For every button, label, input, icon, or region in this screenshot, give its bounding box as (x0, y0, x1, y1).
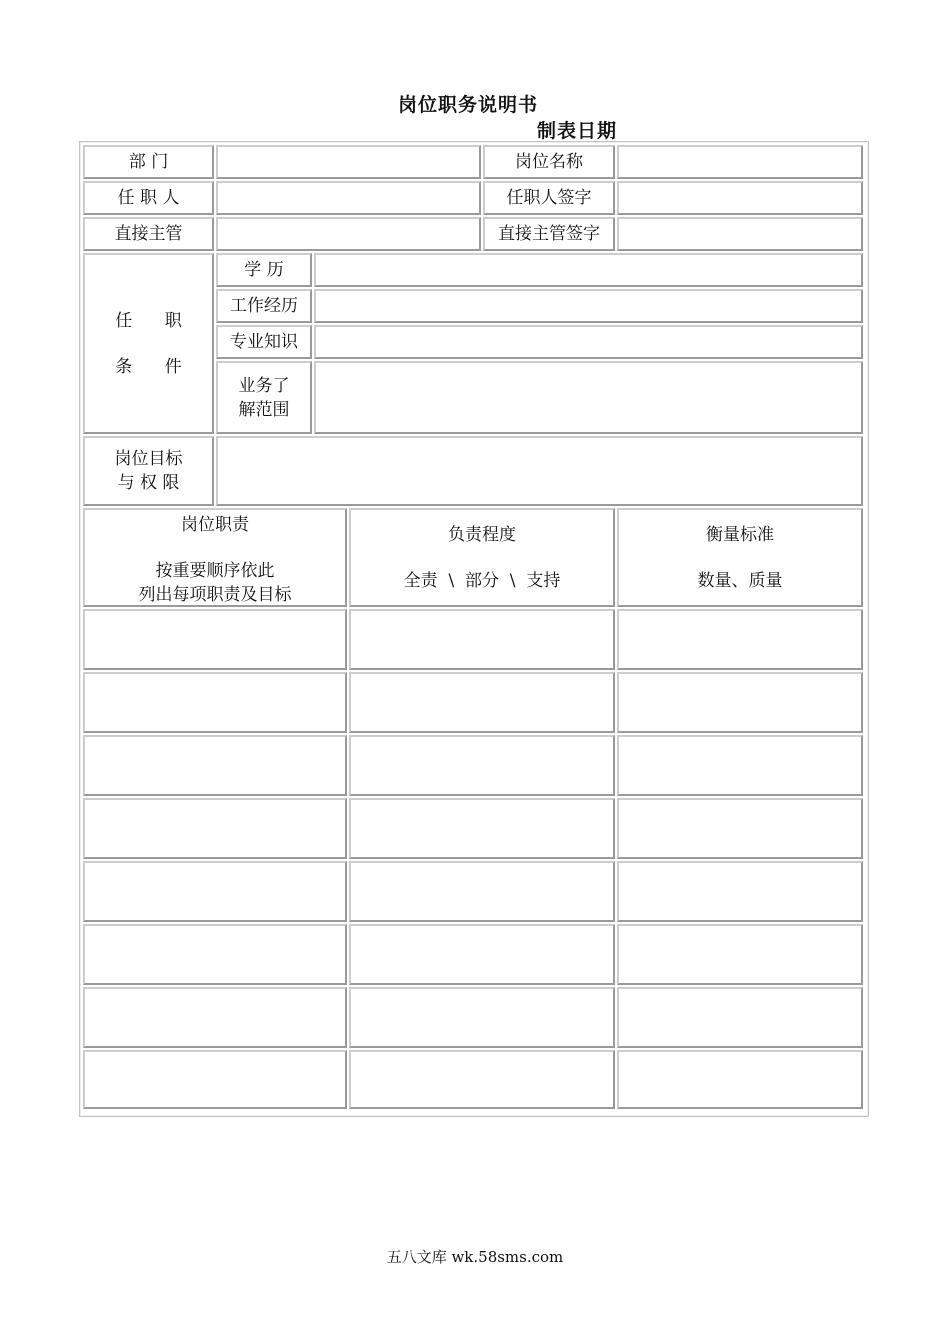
responsibility-level-title: 负责程度 (448, 524, 516, 545)
responsibility-level-cell[interactable] (349, 924, 615, 985)
duty-cell[interactable] (83, 735, 347, 796)
page-title: 岗位职务说明书 (398, 94, 539, 116)
goals-authority-value-cell[interactable] (216, 436, 863, 506)
incumbent-signature-value-cell[interactable] (617, 181, 863, 215)
responsibility-level-cell[interactable] (349, 861, 615, 922)
duty-cell[interactable] (83, 609, 347, 670)
duty-cell[interactable] (83, 987, 347, 1048)
duties-title: 岗位职责 (181, 515, 249, 535)
measurement-standard-cell[interactable] (617, 672, 863, 733)
position-name-label: 岗位名称 (483, 145, 615, 179)
duties-column-header (83, 508, 347, 607)
measurement-standard-cell[interactable] (617, 798, 863, 859)
measurement-standard-cell[interactable] (617, 609, 863, 670)
responsibility-level-cell[interactable] (349, 735, 615, 796)
qualifications-line-2: 条 件 (115, 356, 182, 377)
measurement-standard-sub: 数量、质量 (697, 570, 783, 591)
footer-source-text: 五八文库 wk.58sms.com (386, 1248, 564, 1266)
professional-knowledge-value-cell[interactable] (314, 325, 863, 359)
responsibility-level-cell[interactable] (349, 609, 615, 670)
measurement-standard-cell[interactable] (617, 924, 863, 985)
incumbent-value-cell[interactable] (216, 181, 481, 215)
department-label: 部 门 (83, 145, 214, 179)
measurement-standard-cell[interactable] (617, 861, 863, 922)
position-name-value-cell[interactable] (617, 145, 863, 179)
education-label: 学 历 (216, 253, 312, 287)
responsibility-level-options: 全责 \ 部分 \ 支持 (403, 570, 561, 591)
supervisor-signature-label: 直接主管签字 (483, 217, 615, 251)
responsibility-level-cell[interactable] (349, 672, 615, 733)
department-value-cell[interactable] (216, 145, 481, 179)
duty-cell[interactable] (83, 798, 347, 859)
measurement-standard-cell[interactable] (617, 1050, 863, 1109)
work-experience-label: 工作经历 (216, 289, 312, 323)
work-experience-value-cell[interactable] (314, 289, 863, 323)
business-scope-value-cell[interactable] (314, 361, 863, 434)
professional-knowledge-label: 专业知识 (216, 325, 312, 359)
responsibility-level-cell[interactable] (349, 798, 615, 859)
measurement-standard-cell[interactable] (617, 735, 863, 796)
education-value-cell[interactable] (314, 253, 863, 287)
incumbent-label: 任 职 人 (83, 181, 214, 215)
qualifications-group-label (83, 253, 214, 434)
duty-cell[interactable] (83, 924, 347, 985)
direct-supervisor-label: 直接主管 (83, 217, 214, 251)
supervisor-signature-value-cell[interactable] (617, 217, 863, 251)
responsibility-level-header (349, 508, 615, 607)
responsibility-level-cell[interactable] (349, 1050, 615, 1109)
measurement-standard-cell[interactable] (617, 987, 863, 1048)
qualifications-line-1: 任 职 (115, 310, 182, 331)
duties-instruction: 按重要顺序依此 列出每项职责及目标 (138, 561, 292, 605)
duty-cell[interactable] (83, 672, 347, 733)
direct-supervisor-value-cell[interactable] (216, 217, 481, 251)
measurement-standard-header (617, 508, 863, 607)
incumbent-signature-label: 任职人签字 (483, 181, 615, 215)
table-date-label: 制表日期 (537, 120, 618, 142)
business-scope-label: 业务了 解范围 (216, 361, 312, 434)
goals-authority-label: 岗位目标 与 权 限 (83, 436, 214, 506)
duty-cell[interactable] (83, 861, 347, 922)
measurement-standard-title: 衡量标准 (706, 524, 774, 545)
duty-cell[interactable] (83, 1050, 347, 1109)
responsibility-level-cell[interactable] (349, 987, 615, 1048)
